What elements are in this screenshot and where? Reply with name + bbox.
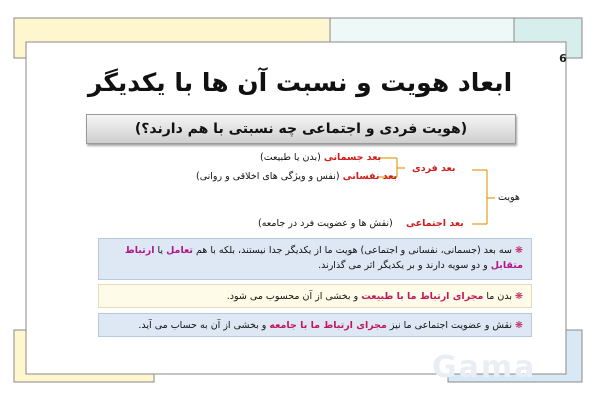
note2-keyword: مجرای ارتباط ما با طبیعت xyxy=(361,291,484,302)
note-social-role xyxy=(98,313,532,337)
gama-watermark-logo: Gama xyxy=(432,350,537,385)
page-title: ابعاد هویت و نسبت آن ها با یکدیگر xyxy=(87,68,513,97)
individual-dimension: بعد فردی xyxy=(412,163,456,174)
bullet-icon: ❋ xyxy=(515,245,523,256)
bullet-icon: ❋ xyxy=(515,291,523,302)
bullet-icon: ❋ xyxy=(515,320,523,331)
social-desc: (نقش ها و عضویت فرد در جامعه) xyxy=(258,218,393,229)
note1-text-a: سه بعد (جسمانی، نفسانی و اجتماعی) هویت ما از یکدیگر جدا نیستند، بلکه با هم xyxy=(195,245,512,256)
note1-text-or: یا xyxy=(157,245,164,256)
root-identity: هویت xyxy=(498,192,520,203)
note-interaction xyxy=(98,238,532,280)
social-dimension: بعد اجتماعی xyxy=(406,218,464,229)
note2-text-c: و بخشی از آن محسوب می شود. xyxy=(226,291,359,302)
physical-desc: (بدن یا طبیعت) xyxy=(260,152,321,163)
physical-row xyxy=(260,152,381,163)
psych-desc: (نفس و ویژگی های اخلاقی و روانی) xyxy=(196,171,340,182)
note3-text-c: و بخشی از آن به حساب می آید. xyxy=(138,320,267,331)
psych-label: بعد نفسانی xyxy=(342,171,398,182)
subtitle: (هویت فردی و اجتماعی چه نسبتی با هم دارند؟) xyxy=(134,121,468,137)
note1-keyword-mutual: ارتباط متقابل xyxy=(124,245,523,271)
physical-label: بعد جسمانی xyxy=(323,152,382,163)
note1-text-e: و دو سویه دارند و بر یکدیگر اثر می گذارند. xyxy=(318,260,488,271)
note2-text-a: بدن ما xyxy=(486,291,512,302)
note3-text-a: نقش و عضویت اجتماعی ما نیز xyxy=(389,320,512,331)
note3-keyword: مجرای ارتباط ما با جامعه xyxy=(269,320,387,331)
psych-row xyxy=(196,171,397,182)
note-body-nature xyxy=(98,284,532,308)
note1-keyword-interaction: تعامل xyxy=(166,245,193,256)
page-number: 6 xyxy=(559,52,567,65)
